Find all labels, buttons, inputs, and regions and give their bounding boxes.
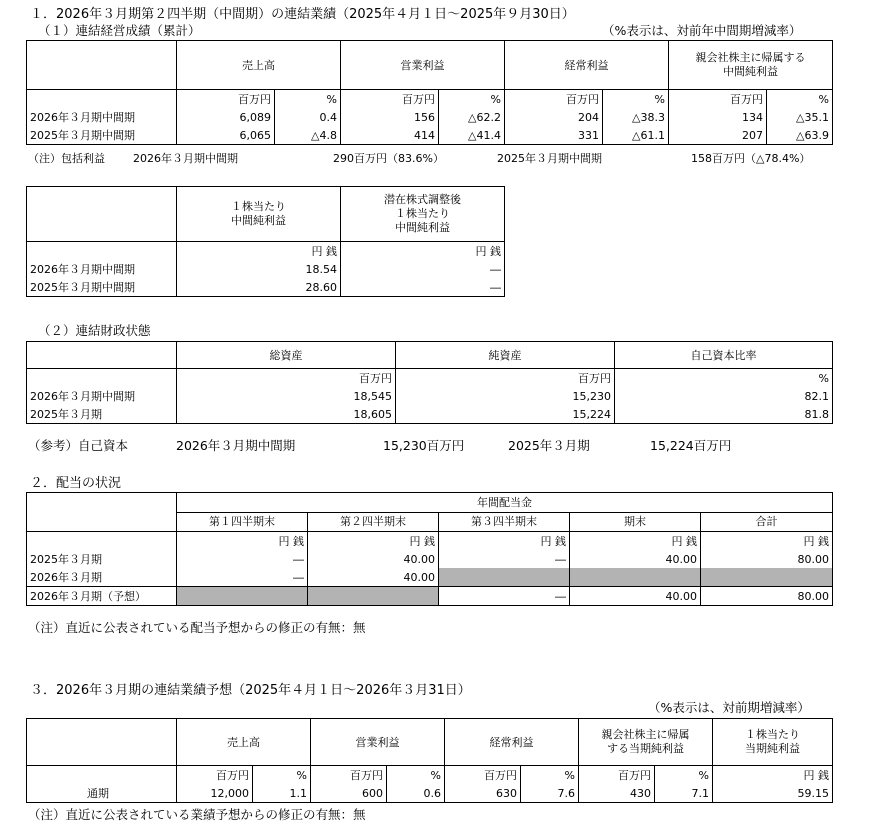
section-dividends-title: ２．配当の状況 <box>30 476 122 491</box>
header-equity-ratio: 自己資本比率 <box>615 342 833 369</box>
dividends-table <box>26 492 833 606</box>
unit-cell: 百万円 <box>669 90 767 109</box>
comprehensive-income-current-value: 290百万円（83.6%） <box>333 152 444 165</box>
comprehensive-income-prev-label: 2025年３月期中間期 <box>497 152 602 165</box>
header-operating-profit: 営業利益 <box>341 41 505 90</box>
unit-cell: % <box>655 766 713 785</box>
value-cell: 82.1 <box>615 387 833 405</box>
value-cell <box>570 568 701 587</box>
value-cell: 40.00 <box>308 550 439 568</box>
value-cell: 18,545 <box>177 387 396 405</box>
value-cell: 204 <box>505 108 603 126</box>
value-cell: 156 <box>341 108 439 126</box>
equity-ref-label: （参考）自己資本 <box>28 438 129 453</box>
corner-cell <box>27 719 177 766</box>
header-operating-profit: 営業利益 <box>311 719 445 766</box>
financial-position-table <box>26 341 833 424</box>
unit-cell: 百万円 <box>396 369 615 388</box>
header-q3-end: 第３四半期末 <box>439 512 570 532</box>
value-cell: 81.8 <box>615 405 833 424</box>
corner-cell <box>27 493 177 532</box>
header-year-end: 期末 <box>570 512 701 532</box>
table-row <box>27 126 833 145</box>
value-cell: 6,065 <box>177 126 275 145</box>
row-label: 2026年３月期中間期 <box>27 387 177 405</box>
row-label: 2025年３月期 <box>27 550 177 568</box>
unit-cell: % <box>439 90 505 109</box>
value-cell: 80.00 <box>701 587 833 606</box>
value-cell: 18,605 <box>177 405 396 424</box>
value-cell: 430 <box>579 784 655 803</box>
value-cell: △41.4 <box>439 126 505 145</box>
value-cell: 59.15 <box>713 784 833 803</box>
unit-cell: % <box>521 766 579 785</box>
value-cell: ― <box>177 550 308 568</box>
value-cell: 630 <box>445 784 521 803</box>
header-ordinary-profit: 経常利益 <box>445 719 579 766</box>
row-label: 2025年３月期 <box>27 405 177 424</box>
row-label: 2025年３月期中間期 <box>27 278 177 297</box>
value-cell: 0.6 <box>387 784 445 803</box>
value-cell <box>177 587 308 606</box>
forecast-pct-note: （%表示は、対前期増減率） <box>648 700 810 715</box>
eps-table <box>26 186 505 297</box>
value-cell: 80.00 <box>701 550 833 568</box>
value-cell: 6,089 <box>177 108 275 126</box>
unit-cell: 百万円 <box>177 766 253 785</box>
equity-ref-prev-label: 2025年３月期 <box>508 438 590 453</box>
unit-cell: 百万円 <box>311 766 387 785</box>
table-row <box>27 587 833 606</box>
corner-cell <box>27 187 177 242</box>
unit-cell: 百万円 <box>177 90 275 109</box>
header-sales: 売上高 <box>177 719 311 766</box>
value-cell: 15,230 <box>396 387 615 405</box>
value-cell: 207 <box>669 126 767 145</box>
unit-cell: 円 銭 <box>439 532 570 551</box>
header-ordinary-profit: 経常利益 <box>505 41 669 90</box>
header-net-income: 親会社株主に帰属 する当期純利益 <box>579 719 713 766</box>
value-cell: △38.3 <box>603 108 669 126</box>
value-cell <box>701 568 833 587</box>
equity-ref-current-value: 15,230百万円 <box>383 438 465 453</box>
table-row <box>27 568 833 587</box>
value-cell: △4.8 <box>275 126 341 145</box>
value-cell: 600 <box>311 784 387 803</box>
unit-cell: % <box>275 90 341 109</box>
equity-ref-current-label: 2026年３月期中間期 <box>176 438 296 453</box>
forecast-revision-note: （注）直近に公表されている業績予想からの修正の有無：無 <box>28 807 366 822</box>
corner-cell <box>27 342 177 369</box>
header-diluted-eps: 潜在株式調整後 １株当たり 中間純利益 <box>341 187 505 242</box>
table-row <box>27 387 833 405</box>
row-label: 2026年３月期中間期 <box>27 260 177 278</box>
header-q2-end: 第２四半期末 <box>308 512 439 532</box>
value-cell: ― <box>341 278 505 297</box>
value-cell: 40.00 <box>570 587 701 606</box>
header-total-assets: 総資産 <box>177 342 396 369</box>
unit-cell: 百万円 <box>505 90 603 109</box>
unit-cell: % <box>387 766 445 785</box>
value-cell: 15,224 <box>396 405 615 424</box>
header-eps: １株当たり 中間純利益 <box>177 187 341 242</box>
value-cell: ― <box>439 587 570 606</box>
unit-cell: % <box>767 90 833 109</box>
unit-cell: 百万円 <box>579 766 655 785</box>
value-cell: 7.1 <box>655 784 713 803</box>
value-cell: 1.1 <box>253 784 311 803</box>
value-cell <box>439 568 570 587</box>
value-cell: 0.4 <box>275 108 341 126</box>
header-q1-end: 第１四半期末 <box>177 512 308 532</box>
unit-cell: 円 銭 <box>177 532 308 551</box>
row-label: 2026年３月期（予想） <box>27 587 177 606</box>
value-cell: △61.1 <box>603 126 669 145</box>
header-sales: 売上高 <box>177 41 341 90</box>
header-net-income: 親会社株主に帰属する 中間純利益 <box>669 41 833 90</box>
comprehensive-income-label: （注）包括利益 <box>28 152 105 165</box>
unit-cell: 円 銭 <box>341 242 505 261</box>
row-label: 2025年３月期中間期 <box>27 126 177 145</box>
value-cell: 28.60 <box>177 278 341 297</box>
row-label: 通期 <box>27 784 177 803</box>
unit-cell: 円 銭 <box>713 766 833 785</box>
value-cell: ― <box>439 550 570 568</box>
unit-cell: 円 銭 <box>570 532 701 551</box>
section2-subtitle: （２）連結財政状態 <box>38 323 151 338</box>
unit-cell: 百万円 <box>177 369 396 388</box>
corner-cell <box>27 41 177 90</box>
unit-cell: 円 銭 <box>177 242 341 261</box>
table-row <box>27 405 833 424</box>
value-cell <box>308 587 439 606</box>
unit-cell: 円 銭 <box>701 532 833 551</box>
value-cell: 134 <box>669 108 767 126</box>
value-cell: 18.54 <box>177 260 341 278</box>
header-total: 合計 <box>701 512 833 532</box>
unit-cell: % <box>253 766 311 785</box>
unit-cell: % <box>603 90 669 109</box>
table-row <box>27 550 833 568</box>
section-forecast-title: ３．2026年３月期の連結業績予想（2025年４月１日～2026年３月31日） <box>30 683 471 698</box>
header-net-assets: 純資産 <box>396 342 615 369</box>
unit-cell: 円 銭 <box>308 532 439 551</box>
section1-title: １．2026年３月期第２四半期（中間期）の連結業績（2025年４月１日～2025年９月30日） <box>30 7 575 22</box>
value-cell: 40.00 <box>308 568 439 587</box>
unit-cell: 百万円 <box>341 90 439 109</box>
value-cell: △35.1 <box>767 108 833 126</box>
table-row <box>27 278 505 297</box>
value-cell: △63.9 <box>767 126 833 145</box>
comprehensive-income-prev-value: 158百万円（△78.4%） <box>691 152 811 165</box>
value-cell: 40.00 <box>570 550 701 568</box>
row-label: 2026年３月期 <box>27 568 177 587</box>
table-row <box>27 260 505 278</box>
dividend-revision-note: （注）直近に公表されている配当予想からの修正の有無：無 <box>28 620 366 635</box>
value-cell: ― <box>177 568 308 587</box>
table-row <box>27 784 833 803</box>
comprehensive-income-current-label: 2026年３月期中間期 <box>133 152 238 165</box>
unit-cell: % <box>615 369 833 388</box>
section1-subtitle: （１）連結経営成績（累計） <box>38 23 201 38</box>
value-cell: 7.6 <box>521 784 579 803</box>
table-row <box>27 108 833 126</box>
unit-cell: 百万円 <box>445 766 521 785</box>
forecast-table <box>26 718 833 803</box>
equity-ref-prev-value: 15,224百万円 <box>650 438 732 453</box>
value-cell: 414 <box>341 126 439 145</box>
value-cell: 12,000 <box>177 784 253 803</box>
header-annual-dividend: 年間配当金 <box>177 493 833 513</box>
operating-results-table <box>26 40 833 145</box>
row-label: 2026年３月期中間期 <box>27 108 177 126</box>
section1-pct-note: （%表示は、対前年中間期増減率） <box>602 23 802 38</box>
value-cell: 331 <box>505 126 603 145</box>
header-eps: １株当たり 当期純利益 <box>713 719 833 766</box>
value-cell: △62.2 <box>439 108 505 126</box>
value-cell: ― <box>341 260 505 278</box>
